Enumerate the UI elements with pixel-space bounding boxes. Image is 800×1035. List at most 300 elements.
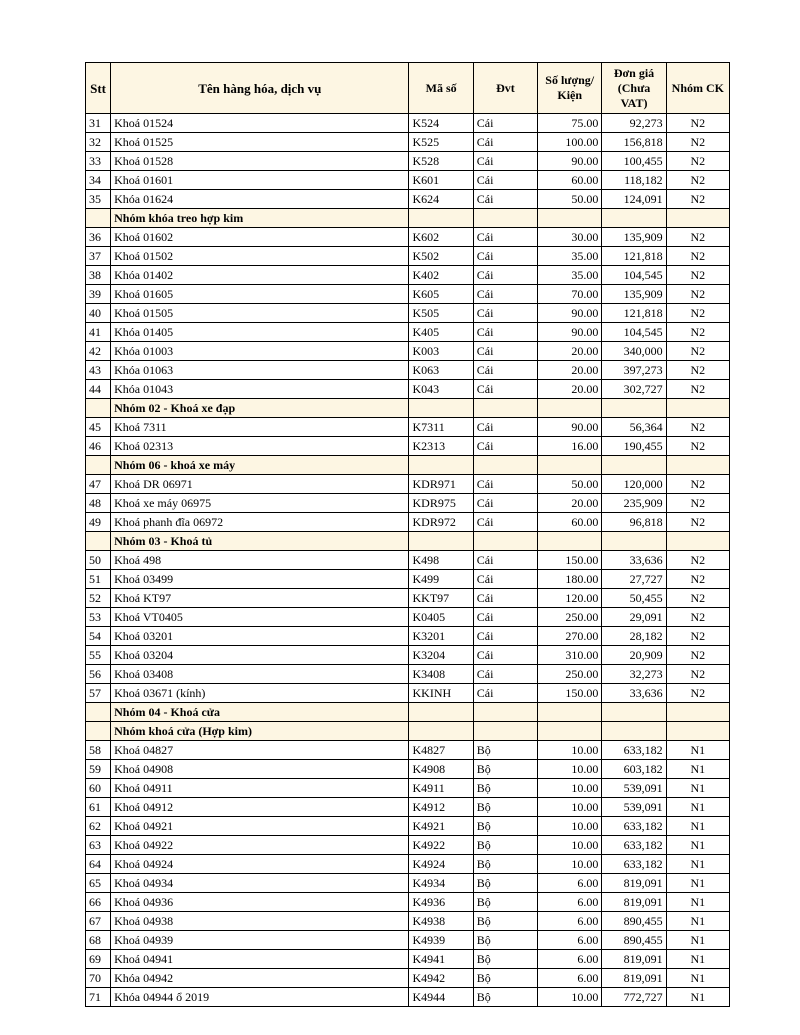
group-heading-row (86, 722, 730, 741)
table-row (86, 418, 730, 437)
row-quantity: 90.00 (538, 418, 602, 437)
row-product-name: Khoá 02313 (111, 437, 409, 456)
row-quantity: 50.00 (538, 475, 602, 494)
row-code: K4908 (409, 760, 473, 779)
row-product-name: Khoá 04934 (111, 874, 409, 893)
row-discount-group: N1 (666, 912, 729, 931)
row-quantity: 50.00 (538, 190, 602, 209)
group-empty-cell (666, 209, 729, 228)
row-unit: Cái (473, 627, 537, 646)
row-unit: Cái (473, 285, 537, 304)
group-heading-label: Nhóm 04 - Khoá cửa (111, 703, 409, 722)
row-unit-price: 539,091 (602, 798, 666, 817)
row-code: K4911 (409, 779, 473, 798)
row-unit-price: 819,091 (602, 969, 666, 988)
row-discount-group: N2 (666, 684, 729, 703)
row-discount-group: N2 (666, 608, 729, 627)
row-discount-group: N2 (666, 380, 729, 399)
table-row (86, 304, 730, 323)
row-product-name: Khoá 01525 (111, 133, 409, 152)
row-stt: 36 (86, 228, 111, 247)
row-quantity: 10.00 (538, 760, 602, 779)
header-name: Tên hàng hóa, dịch vụ (111, 63, 409, 114)
row-stt: 63 (86, 836, 111, 855)
row-unit-price: 819,091 (602, 893, 666, 912)
row-quantity: 20.00 (538, 380, 602, 399)
row-code: KDR975 (409, 494, 473, 513)
row-unit: Cái (473, 171, 537, 190)
row-quantity: 20.00 (538, 494, 602, 513)
row-unit: Bộ (473, 855, 537, 874)
table-row (86, 152, 730, 171)
row-code: K602 (409, 228, 473, 247)
table-row (86, 361, 730, 380)
table-row (86, 817, 730, 836)
row-unit: Cái (473, 418, 537, 437)
group-empty-cell (666, 456, 729, 475)
price-list-table (85, 62, 730, 1007)
row-unit: Cái (473, 570, 537, 589)
row-unit-price: 121,818 (602, 247, 666, 266)
row-unit: Cái (473, 152, 537, 171)
table-row (86, 589, 730, 608)
table-row (86, 855, 730, 874)
row-stt: 33 (86, 152, 111, 171)
group-empty-cell (666, 399, 729, 418)
row-unit: Cái (473, 551, 537, 570)
group-empty-cell (538, 703, 602, 722)
table-row (86, 646, 730, 665)
row-discount-group: N2 (666, 114, 729, 133)
row-discount-group: N2 (666, 323, 729, 342)
row-quantity: 270.00 (538, 627, 602, 646)
row-quantity: 10.00 (538, 817, 602, 836)
row-stt: 42 (86, 342, 111, 361)
row-unit-price: 104,545 (602, 323, 666, 342)
table-row (86, 760, 730, 779)
row-code: K3408 (409, 665, 473, 684)
row-quantity: 6.00 (538, 931, 602, 950)
row-unit-price: 819,091 (602, 950, 666, 969)
group-empty-cell (409, 456, 473, 475)
row-product-name: Khoá 03499 (111, 570, 409, 589)
row-code: K3204 (409, 646, 473, 665)
row-product-name: Khoá 04908 (111, 760, 409, 779)
header-price-line1: Đơn giá (613, 65, 655, 80)
row-stt: 49 (86, 513, 111, 532)
row-stt: 62 (86, 817, 111, 836)
group-empty-cell (473, 703, 537, 722)
row-code: K4944 (409, 988, 473, 1007)
row-product-name: Khoá 04941 (111, 950, 409, 969)
row-unit-price: 633,182 (602, 817, 666, 836)
row-unit-price: 33,636 (602, 551, 666, 570)
row-discount-group: N2 (666, 437, 729, 456)
row-discount-group: N1 (666, 988, 729, 1007)
row-unit: Cái (473, 114, 537, 133)
row-unit: Cái (473, 437, 537, 456)
row-unit: Bộ (473, 950, 537, 969)
row-quantity: 30.00 (538, 228, 602, 247)
row-stt: 57 (86, 684, 111, 703)
row-unit: Bộ (473, 741, 537, 760)
row-discount-group: N1 (666, 950, 729, 969)
row-discount-group: N2 (666, 475, 729, 494)
row-stt: 50 (86, 551, 111, 570)
row-unit-price: 29,091 (602, 608, 666, 627)
row-discount-group: N1 (666, 931, 729, 950)
group-heading-label: Nhóm 02 - Khoá xe đạp (111, 399, 409, 418)
row-stt: 58 (86, 741, 111, 760)
row-unit-price: 96,818 (602, 513, 666, 532)
row-code: K4941 (409, 950, 473, 969)
row-unit: Cái (473, 380, 537, 399)
row-unit-price: 28,182 (602, 627, 666, 646)
header-row (86, 63, 730, 114)
row-product-name: Khóa 01003 (111, 342, 409, 361)
row-unit: Bộ (473, 931, 537, 950)
group-empty-cell (538, 532, 602, 551)
group-empty-cell (602, 532, 666, 551)
group-empty-cell (409, 722, 473, 741)
row-code: K003 (409, 342, 473, 361)
row-unit: Cái (473, 513, 537, 532)
row-code: K502 (409, 247, 473, 266)
row-code: KDR971 (409, 475, 473, 494)
row-discount-group: N2 (666, 285, 729, 304)
row-unit-price: 135,909 (602, 285, 666, 304)
group-empty-cell (538, 722, 602, 741)
row-unit-price: 772,727 (602, 988, 666, 1007)
row-product-name: Khóa 01624 (111, 190, 409, 209)
group-heading-label: Nhóm 06 - khoá xe máy (111, 456, 409, 475)
row-stt: 68 (86, 931, 111, 950)
row-quantity: 310.00 (538, 646, 602, 665)
row-stt: 51 (86, 570, 111, 589)
row-stt: 31 (86, 114, 111, 133)
row-product-name: Khoá 04911 (111, 779, 409, 798)
row-unit: Cái (473, 475, 537, 494)
row-product-name: Khoá 03201 (111, 627, 409, 646)
row-unit-price: 302,727 (602, 380, 666, 399)
header-price-line3: VAT) (620, 95, 648, 110)
row-discount-group: N1 (666, 798, 729, 817)
row-discount-group: N1 (666, 741, 729, 760)
row-quantity: 90.00 (538, 304, 602, 323)
table-row (86, 950, 730, 969)
row-discount-group: N2 (666, 304, 729, 323)
row-product-name: Khoá 01601 (111, 171, 409, 190)
row-discount-group: N2 (666, 627, 729, 646)
row-unit-price: 340,000 (602, 342, 666, 361)
row-discount-group: N2 (666, 361, 729, 380)
row-unit-price: 190,455 (602, 437, 666, 456)
group-empty-cell (473, 456, 537, 475)
row-quantity: 10.00 (538, 855, 602, 874)
table-row (86, 570, 730, 589)
table-row (86, 893, 730, 912)
row-stt: 38 (86, 266, 111, 285)
row-product-name: Khóa 01043 (111, 380, 409, 399)
row-discount-group: N2 (666, 190, 729, 209)
group-empty-cell (538, 456, 602, 475)
row-code: K402 (409, 266, 473, 285)
row-stt: 52 (86, 589, 111, 608)
header-price-line2: (Chưa (617, 80, 651, 95)
row-quantity: 6.00 (538, 969, 602, 988)
row-unit: Cái (473, 266, 537, 285)
table-row (86, 627, 730, 646)
row-code: K528 (409, 152, 473, 171)
header-unit: Đvt (473, 63, 537, 114)
group-empty-cell (602, 209, 666, 228)
row-stt: 53 (86, 608, 111, 627)
row-product-name: Khoá 01602 (111, 228, 409, 247)
row-unit: Cái (473, 133, 537, 152)
group-empty-cell (666, 703, 729, 722)
group-empty-cell (473, 209, 537, 228)
group-stt-cell (86, 722, 111, 741)
table-row (86, 228, 730, 247)
row-quantity: 6.00 (538, 874, 602, 893)
table-row (86, 608, 730, 627)
row-product-name: Khoá 04922 (111, 836, 409, 855)
table-row (86, 475, 730, 494)
row-product-name: Khoá 01605 (111, 285, 409, 304)
row-quantity: 10.00 (538, 988, 602, 1007)
row-quantity: 250.00 (538, 665, 602, 684)
table-row (86, 285, 730, 304)
row-product-name: Khóa 04944 ổ 2019 (111, 988, 409, 1007)
group-stt-cell (86, 456, 111, 475)
row-discount-group: N1 (666, 779, 729, 798)
table-row (86, 171, 730, 190)
row-stt: 69 (86, 950, 111, 969)
row-quantity: 6.00 (538, 950, 602, 969)
row-code: K605 (409, 285, 473, 304)
row-product-name: Khoá 03671 (kính) (111, 684, 409, 703)
row-product-name: Khoá VT0405 (111, 608, 409, 627)
row-product-name: Khóa 01063 (111, 361, 409, 380)
header-stt: Stt (86, 63, 111, 114)
row-quantity: 35.00 (538, 266, 602, 285)
row-unit-price: 32,273 (602, 665, 666, 684)
group-empty-cell (538, 209, 602, 228)
group-stt-cell (86, 209, 111, 228)
row-unit: Cái (473, 665, 537, 684)
row-stt: 55 (86, 646, 111, 665)
row-product-name: Khoá 04939 (111, 931, 409, 950)
group-empty-cell (602, 456, 666, 475)
row-quantity: 150.00 (538, 551, 602, 570)
row-code: K524 (409, 114, 473, 133)
row-code: K2313 (409, 437, 473, 456)
group-heading-row (86, 209, 730, 228)
row-unit-price: 633,182 (602, 741, 666, 760)
row-unit-price: 120,000 (602, 475, 666, 494)
row-discount-group: N1 (666, 893, 729, 912)
row-stt: 61 (86, 798, 111, 817)
table-row (86, 931, 730, 950)
header-group: Nhóm CK (666, 63, 729, 114)
row-code: K525 (409, 133, 473, 152)
table-body (86, 114, 730, 1007)
row-stt: 40 (86, 304, 111, 323)
row-product-name: Khoá 7311 (111, 418, 409, 437)
row-stt: 59 (86, 760, 111, 779)
row-quantity: 20.00 (538, 342, 602, 361)
table-row (86, 190, 730, 209)
row-code: K4934 (409, 874, 473, 893)
header-qty-line1: Số lượng/ (545, 73, 595, 87)
table-row (86, 836, 730, 855)
table-row (86, 988, 730, 1007)
table-row (86, 437, 730, 456)
row-stt: 37 (86, 247, 111, 266)
group-heading-row (86, 456, 730, 475)
row-unit-price: 20,909 (602, 646, 666, 665)
row-unit-price: 633,182 (602, 836, 666, 855)
table-row (86, 133, 730, 152)
table-row (86, 969, 730, 988)
row-quantity: 250.00 (538, 608, 602, 627)
group-heading-label: Nhóm khoá cửa (Hợp kim) (111, 722, 409, 741)
row-code: K624 (409, 190, 473, 209)
row-unit: Cái (473, 589, 537, 608)
row-unit: Cái (473, 646, 537, 665)
row-unit: Bộ (473, 798, 537, 817)
group-empty-cell (409, 703, 473, 722)
row-discount-group: N2 (666, 247, 729, 266)
row-quantity: 10.00 (538, 836, 602, 855)
row-quantity: 100.00 (538, 133, 602, 152)
row-product-name: Khoá 04827 (111, 741, 409, 760)
row-quantity: 10.00 (538, 779, 602, 798)
row-unit-price: 135,909 (602, 228, 666, 247)
row-discount-group: N1 (666, 874, 729, 893)
table-row (86, 665, 730, 684)
table-row (86, 912, 730, 931)
row-stt: 44 (86, 380, 111, 399)
row-unit-price: 156,818 (602, 133, 666, 152)
row-stt: 65 (86, 874, 111, 893)
row-unit: Cái (473, 608, 537, 627)
table-row (86, 874, 730, 893)
row-unit-price: 539,091 (602, 779, 666, 798)
group-heading-label: Nhóm 03 - Khoá tủ (111, 532, 409, 551)
row-discount-group: N2 (666, 494, 729, 513)
row-unit: Cái (473, 190, 537, 209)
row-stt: 47 (86, 475, 111, 494)
row-unit-price: 27,727 (602, 570, 666, 589)
row-stt: 67 (86, 912, 111, 931)
group-empty-cell (666, 532, 729, 551)
row-product-name: Khoá 04938 (111, 912, 409, 931)
group-heading-label: Nhóm khóa treo hợp kim (111, 209, 409, 228)
row-stt: 71 (86, 988, 111, 1007)
row-discount-group: N2 (666, 266, 729, 285)
row-unit-price: 104,545 (602, 266, 666, 285)
header-price (602, 63, 666, 114)
row-code: K601 (409, 171, 473, 190)
row-quantity: 10.00 (538, 741, 602, 760)
row-unit-price: 92,273 (602, 114, 666, 133)
row-unit-price: 124,091 (602, 190, 666, 209)
row-discount-group: N1 (666, 855, 729, 874)
row-code: K4938 (409, 912, 473, 931)
row-stt: 46 (86, 437, 111, 456)
row-unit: Cái (473, 342, 537, 361)
row-code: K4827 (409, 741, 473, 760)
row-discount-group: N1 (666, 969, 729, 988)
table-row (86, 266, 730, 285)
row-unit-price: 890,455 (602, 931, 666, 950)
row-quantity: 150.00 (538, 684, 602, 703)
row-unit: Bộ (473, 779, 537, 798)
row-code: K3201 (409, 627, 473, 646)
row-product-name: Khóa 04942 (111, 969, 409, 988)
row-unit: Bộ (473, 969, 537, 988)
row-code: K7311 (409, 418, 473, 437)
group-stt-cell (86, 703, 111, 722)
group-empty-cell (409, 209, 473, 228)
row-unit: Cái (473, 228, 537, 247)
table-row (86, 798, 730, 817)
row-unit-price: 100,455 (602, 152, 666, 171)
row-code: K043 (409, 380, 473, 399)
table-row (86, 513, 730, 532)
row-discount-group: N2 (666, 133, 729, 152)
row-product-name: Khoá phanh đĩa 06972 (111, 513, 409, 532)
row-product-name: Khoá 04912 (111, 798, 409, 817)
group-stt-cell (86, 399, 111, 418)
row-stt: 56 (86, 665, 111, 684)
row-discount-group: N2 (666, 646, 729, 665)
group-empty-cell (473, 722, 537, 741)
row-unit: Bộ (473, 988, 537, 1007)
row-quantity: 180.00 (538, 570, 602, 589)
group-empty-cell (666, 722, 729, 741)
row-discount-group: N2 (666, 418, 729, 437)
row-unit: Bộ (473, 836, 537, 855)
group-heading-row (86, 532, 730, 551)
row-unit: Cái (473, 494, 537, 513)
row-product-name: Khoá DR 06971 (111, 475, 409, 494)
row-unit: Bộ (473, 912, 537, 931)
row-product-name: Khoá 03204 (111, 646, 409, 665)
row-unit: Cái (473, 684, 537, 703)
row-product-name: Khóa 01402 (111, 266, 409, 285)
row-unit-price: 56,364 (602, 418, 666, 437)
table-row (86, 247, 730, 266)
row-unit: Bộ (473, 874, 537, 893)
group-empty-cell (602, 703, 666, 722)
row-product-name: Khoá 01524 (111, 114, 409, 133)
row-discount-group: N2 (666, 589, 729, 608)
row-stt: 39 (86, 285, 111, 304)
row-unit-price: 235,909 (602, 494, 666, 513)
row-quantity: 6.00 (538, 893, 602, 912)
row-unit-price: 397,273 (602, 361, 666, 380)
row-product-name: Khoá xe máy 06975 (111, 494, 409, 513)
table-row (86, 779, 730, 798)
group-heading-row (86, 703, 730, 722)
table-row (86, 323, 730, 342)
row-unit-price: 121,818 (602, 304, 666, 323)
row-unit-price: 33,636 (602, 684, 666, 703)
row-discount-group: N2 (666, 342, 729, 361)
row-discount-group: N2 (666, 665, 729, 684)
